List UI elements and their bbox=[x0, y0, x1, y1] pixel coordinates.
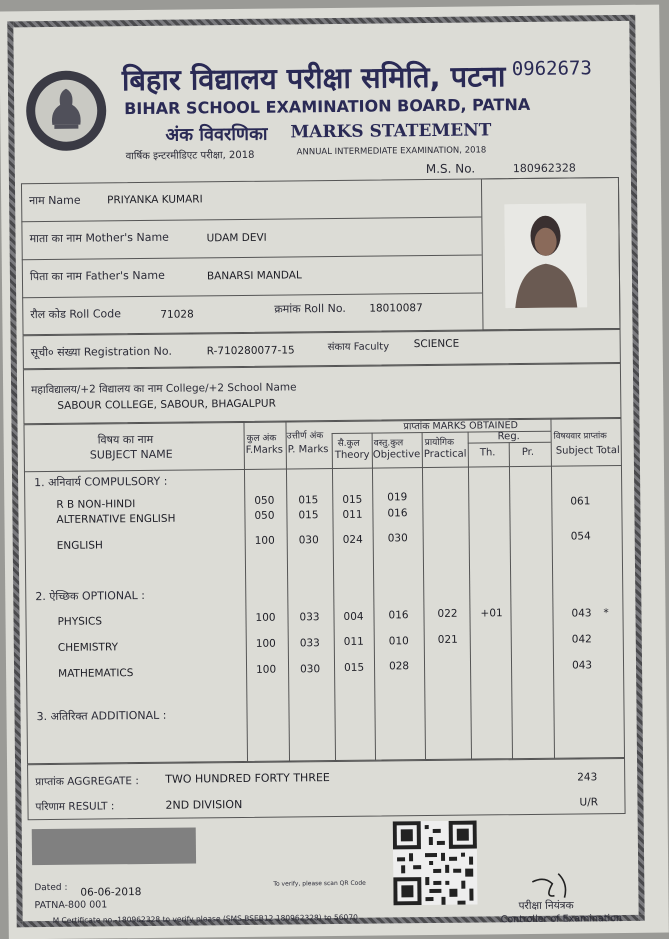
subject-total: 043 bbox=[571, 607, 592, 620]
roll-number-value: 18010087 bbox=[369, 302, 423, 315]
issue-place: PATNA-800 001 bbox=[34, 899, 108, 912]
theory-marks: 011 bbox=[343, 635, 364, 648]
ms-number-value: 180962328 bbox=[512, 161, 576, 176]
theory-marks: 015 bbox=[343, 661, 365, 674]
pass-marks: 015 bbox=[298, 494, 319, 507]
subject-name: MATHEMATICS bbox=[58, 667, 134, 680]
issue-date: 06-06-2018 bbox=[80, 886, 142, 899]
reg-theory-header: Th. bbox=[479, 447, 496, 459]
objective-marks: 016 bbox=[388, 609, 409, 622]
theory-header: Theory bbox=[334, 449, 370, 461]
pass-marks: 030 bbox=[300, 663, 321, 676]
signature-title-hindi: परीक्षा नियंत्रक bbox=[518, 899, 574, 913]
practical-header: Practical bbox=[423, 448, 467, 461]
statement-title-english: MARKS STATEMENT bbox=[290, 120, 492, 143]
full-marks: 100 bbox=[255, 637, 276, 650]
full-marks-header: F.Marks bbox=[245, 444, 284, 456]
mother-label: माता का नाम Mother's Name bbox=[29, 230, 169, 246]
subject-total-header: Subject Total bbox=[555, 445, 620, 457]
subject-total: 043 bbox=[571, 659, 593, 672]
roll-code-label: रौल कोड Roll Code bbox=[30, 307, 122, 322]
reg-header: Reg. bbox=[497, 431, 520, 443]
pass-marks: 033 bbox=[299, 637, 320, 650]
board-emblem-icon bbox=[24, 68, 109, 153]
certificate-note: M Certificate no.-180962328 to verify please (SMS BSEB12 180962328) to 56070 bbox=[52, 912, 358, 925]
pass-marks: 030 bbox=[298, 534, 319, 547]
college-name: SABOUR COLLEGE, SABOUR, BHAGALPUR bbox=[57, 397, 276, 412]
marks-obtained-header: प्राप्तांक MARKS OBTAINED bbox=[403, 420, 518, 433]
subject-name: CHEMISTRY bbox=[57, 641, 119, 654]
subject-header: SUBJECT NAME bbox=[89, 447, 173, 462]
reg-theory-marks: +01 bbox=[480, 607, 503, 620]
exam-title-hindi: वार्षिक इन्टरमीडिएट परीक्षा, 2018 bbox=[125, 149, 255, 163]
subject-header-hindi: विषय का नाम bbox=[97, 432, 154, 447]
subject-total: 042 bbox=[571, 633, 592, 646]
exam-title-english: ANNUAL INTERMEDIATE EXAMINATION, 2018 bbox=[296, 145, 487, 158]
signature-title: Controller of Examination bbox=[500, 913, 623, 926]
pass-marks-header-hindi: उत्तीर्ण अंक bbox=[286, 431, 324, 442]
board-title-english: BIHAR SCHOOL EXAMINATION BOARD, PATNA bbox=[124, 94, 531, 119]
objective-header: Objective bbox=[372, 449, 421, 461]
registration-value: R-710280077-15 bbox=[206, 344, 295, 358]
subject-name: R B NON-HINDI bbox=[56, 498, 136, 511]
qr-verify-hint: To verify, please scan QR Code bbox=[273, 879, 366, 888]
theory-marks: 024 bbox=[342, 533, 363, 546]
faculty-label: संकाय Faculty bbox=[327, 341, 390, 354]
college-label: महाविद्यालय/+2 विद्यालय का नाम College/+2 School Name bbox=[31, 381, 297, 397]
full-marks: 100 bbox=[256, 663, 277, 676]
full-marks: 100 bbox=[255, 611, 276, 624]
pass-marks-header: P. Marks bbox=[287, 444, 329, 456]
pass-marks: 015 bbox=[298, 509, 319, 522]
full-marks: 050 bbox=[254, 494, 275, 507]
objective-marks: 030 bbox=[387, 532, 408, 545]
pass-marks: 033 bbox=[299, 611, 320, 624]
result-code: U/R bbox=[579, 796, 599, 809]
subject-total: 061 bbox=[570, 495, 591, 508]
signature bbox=[528, 869, 608, 902]
qr-code-icon bbox=[393, 821, 478, 906]
objective-marks: 028 bbox=[388, 660, 410, 673]
full-marks-header-hindi: कुल अंक bbox=[246, 433, 277, 444]
student-photo bbox=[504, 203, 587, 308]
board-title-hindi: बिहार विद्यालय परीक्षा समिति, पटना bbox=[121, 59, 506, 98]
aggregate-label: प्राप्तांक AGGREGATE : bbox=[35, 775, 139, 789]
objective-header-hindi: वस्तु.कुल bbox=[373, 438, 404, 449]
objective-marks: 016 bbox=[387, 507, 408, 520]
practical-marks: 022 bbox=[437, 607, 458, 620]
registration-label: सूची० संख्या Registration No. bbox=[30, 344, 172, 360]
roll-code-value: 71028 bbox=[160, 308, 194, 321]
name-label: नाम Name bbox=[29, 193, 81, 208]
practical-marks: 021 bbox=[437, 633, 458, 646]
objective-marks: 019 bbox=[387, 491, 408, 504]
additional-section-label: 3. अतिरिक्त ADDITIONAL : bbox=[36, 708, 167, 724]
father-label: पिता का नाम Father's Name bbox=[29, 268, 165, 284]
aggregate-words: TWO HUNDRED FORTY THREE bbox=[165, 771, 330, 786]
practical-header-hindi: प्रायोगिक bbox=[424, 437, 455, 449]
subject-name: PHYSICS bbox=[57, 615, 103, 628]
student-name: PRIYANKA KUMARI bbox=[107, 193, 203, 207]
reg-practical-header: Pr. bbox=[521, 446, 535, 459]
faculty-value: SCIENCE bbox=[413, 337, 460, 351]
full-marks: 050 bbox=[254, 509, 275, 522]
result-value: 2ND DIVISION bbox=[165, 797, 243, 812]
subject-total-header-hindi: विषयवार प्राप्तांक bbox=[553, 431, 607, 442]
theory-marks: 015 bbox=[342, 493, 363, 506]
objective-marks: 010 bbox=[388, 635, 409, 648]
subject-name: ENGLISH bbox=[56, 539, 103, 552]
father-name: BANARSI MANDAL bbox=[206, 269, 302, 283]
dated-label: Dated : bbox=[34, 882, 68, 894]
mother-name: UDAM DEVI bbox=[206, 231, 267, 245]
redacted-area bbox=[32, 827, 196, 865]
serial-number: 0962673 bbox=[511, 57, 592, 81]
grace-star: * bbox=[603, 607, 609, 620]
result-label: परिणाम RESULT : bbox=[35, 800, 115, 814]
optional-section-label: 2. ऐच्छिक OPTIONAL : bbox=[35, 588, 145, 604]
full-marks: 100 bbox=[254, 534, 275, 547]
subject-name: ALTERNATIVE ENGLISH bbox=[56, 512, 176, 526]
statement-title-hindi: अंक विवरणिका bbox=[165, 123, 268, 146]
roll-number-label: क्रमांक Roll No. bbox=[274, 301, 346, 316]
aggregate-value: 243 bbox=[577, 771, 598, 784]
theory-marks: 004 bbox=[343, 610, 364, 623]
marks-statement-sheet bbox=[0, 5, 669, 939]
compulsory-section-label: 1. अनिवार्य COMPULSORY : bbox=[34, 474, 168, 490]
theory-marks: 011 bbox=[342, 508, 363, 521]
summary-box bbox=[27, 758, 626, 820]
ms-number-label: M.S. No. bbox=[425, 161, 476, 177]
theory-header-hindi: सै.कुल bbox=[337, 438, 360, 449]
subject-total: 054 bbox=[570, 530, 591, 543]
